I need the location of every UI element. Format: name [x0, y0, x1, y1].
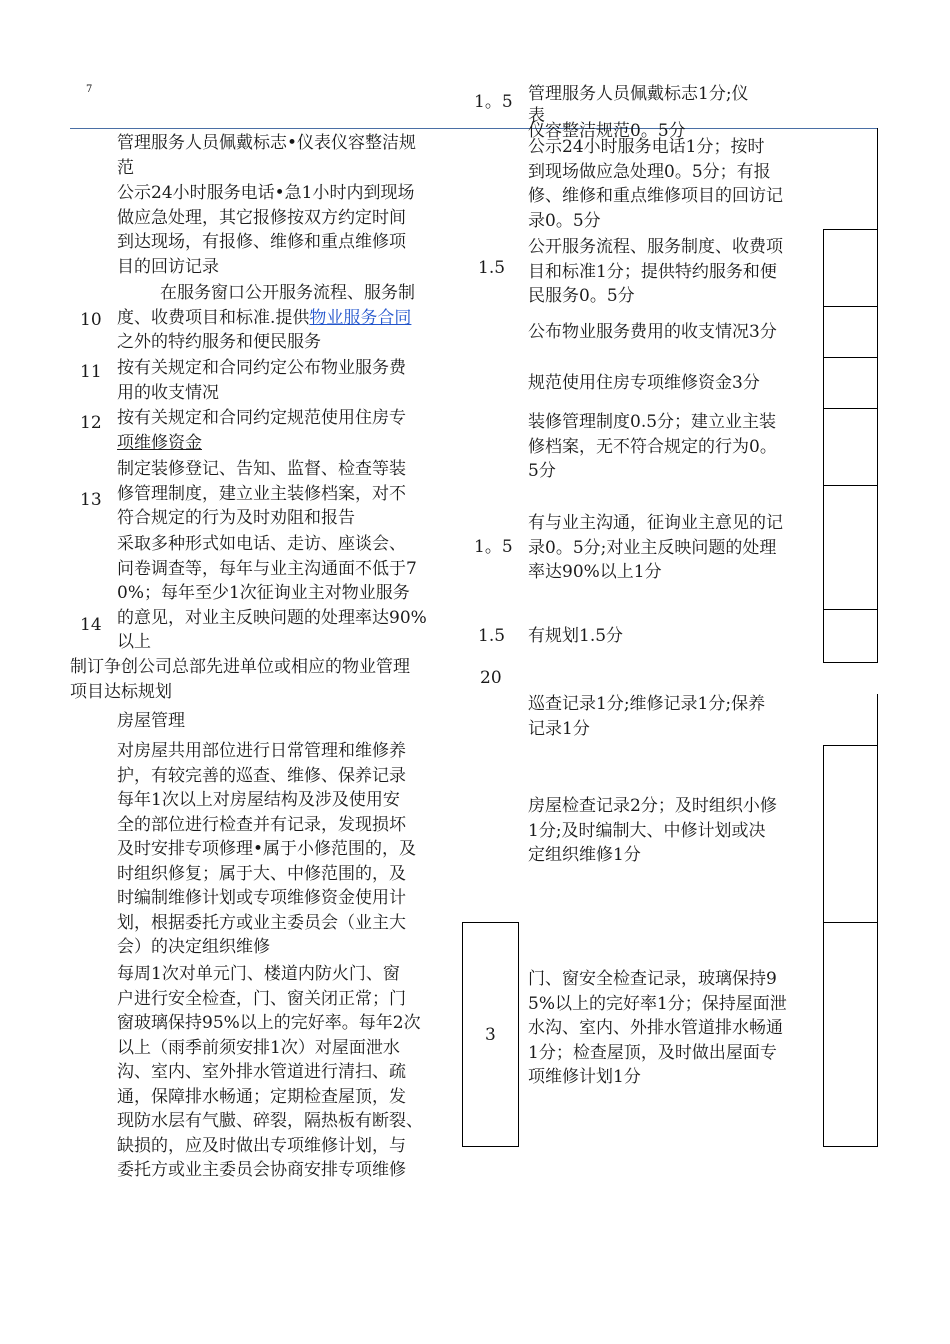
- criteria-fund: 规范使用住房专项维修资金3分: [528, 373, 760, 393]
- text-line: 制定装修登记、告知、监督、检查等装: [117, 459, 406, 479]
- text-line: 录0。5分;对业主反映问题的处理: [528, 537, 777, 558]
- item-number-11: 11: [80, 362, 102, 382]
- text-line: 及时安排专项修理•属于小修范围的，及: [117, 839, 417, 859]
- text-line: 项维修计划1分: [528, 1067, 641, 1087]
- score-process: 1.5: [478, 258, 506, 278]
- text-line: 在服务窗口公开服务流程、服务制: [160, 283, 415, 303]
- criteria-hotline: [528, 135, 783, 233]
- service-window-requirement: [117, 281, 415, 355]
- text-line: 时编制维修计划或专项维修资金使用计: [117, 888, 406, 908]
- score-communication: 1。5: [474, 537, 513, 557]
- text-line: 表: [528, 105, 545, 126]
- item-number-10: 10: [80, 310, 102, 330]
- criteria-staff-overlap: 仪容整洁规范0。5分: [528, 121, 686, 141]
- text-line: 按有关规定和合同约定规范使用住房专: [117, 408, 406, 428]
- criteria-renovation: [528, 410, 777, 484]
- house-management-heading: 房屋管理: [117, 711, 185, 731]
- text-line: 1分;及时编制大、中修计划或决: [528, 820, 766, 841]
- text-line: 有与业主沟通，征询业主意见的记: [528, 513, 783, 533]
- house-weekly-check: [117, 962, 423, 1183]
- grid-row-line: [823, 609, 878, 610]
- text-line: 以上（雨季前须安排1次）对屋面泄水: [117, 1037, 400, 1058]
- text-line: 水沟、室内、外排水管道排水畅通: [528, 1018, 783, 1038]
- text-line: 护，有较完善的巡查、维修、保养记录: [117, 765, 406, 786]
- maintenance-fund-link[interactable]: 项维修资金: [117, 432, 202, 453]
- text-line: 管理服务人员佩戴标志•仪表仪容整洁规: [117, 133, 417, 153]
- text-line: 门、窗安全检查记录，玻璃保持9: [528, 969, 777, 989]
- score-box-top: [462, 922, 519, 923]
- text-line: 管理服务人员佩戴标志1分;仪: [528, 84, 749, 104]
- text-line: 以上: [117, 632, 151, 652]
- text-line: 记录1分: [528, 718, 590, 739]
- hotline-requirement: [117, 181, 414, 279]
- grid-row-line: [823, 229, 878, 230]
- grid-inner-edge-upper: [823, 229, 824, 663]
- text-line: 时组织修复；属于大、中修范围的，及: [117, 863, 406, 884]
- text-line: 通，保障排水畅通；定期检查屋顶，发: [117, 1086, 406, 1107]
- text-line: 录0。5分: [528, 210, 601, 231]
- text-line: 目和标准1分；提供特约服务和便: [528, 261, 777, 282]
- text-line: 项目达标规划: [70, 681, 172, 702]
- text-line: 率达90%以上1分: [528, 562, 662, 582]
- text-line: 到现场做应急处理0。5分；有报: [528, 161, 771, 182]
- criteria-fees: 公布物业服务费用的收支情况3分: [528, 322, 777, 342]
- planning-requirement: [70, 655, 410, 704]
- text-line: 的意见，对业主反映问题的处理率达90%: [117, 607, 427, 628]
- score-box-right: [518, 922, 519, 1147]
- text-line: 修管理制度，建立业主装修档案，对不: [117, 483, 406, 504]
- criteria-patrol: [528, 692, 765, 741]
- item-number-13: 13: [80, 490, 102, 510]
- text-line: 按有关规定和合同约定公布物业服务费: [117, 358, 406, 378]
- staff-requirement: [117, 131, 416, 180]
- grid-row-line: [823, 485, 878, 486]
- grid-box-bottom: [823, 1146, 878, 1147]
- text-line: 做应急处理，其它报修按双方约定时间: [117, 207, 406, 228]
- text-line: 到达现场，有报修、维修和重点维修项: [117, 232, 406, 252]
- text-line: 公示24小时服务电话1分；按时: [528, 137, 765, 157]
- grid-row-line: [823, 357, 878, 358]
- text-line: 窗玻璃保持95%以上的完好率。每年2次: [117, 1013, 421, 1033]
- fee-disclosure-requirement: [117, 356, 406, 405]
- score-house-total: 20: [480, 668, 502, 688]
- item-number-14: 14: [80, 615, 102, 635]
- property-contract-link[interactable]: 物业服务合同: [309, 307, 412, 328]
- text-line: 定组织维修1分: [528, 845, 641, 865]
- text-line: 符合规定的行为及时劝阻和报告: [117, 508, 355, 528]
- grid-row-line: [823, 662, 878, 663]
- text-line: 用的收支情况: [117, 382, 219, 403]
- text-line: 巡查记录1分;维修记录1分;保养: [528, 694, 766, 714]
- text-line: 采取多种形式如电话、走访、座谈会、: [117, 534, 406, 554]
- text-line: 1分；检查屋顶，及时做出屋面专: [528, 1042, 777, 1063]
- text-line: 沟、室内、室外排水管道进行清扫、疏: [117, 1062, 406, 1082]
- text-line: 全的部位进行检查并有记录，发现损坏: [117, 814, 406, 835]
- text-span: 度、收费项目和标准.提供: [117, 307, 310, 328]
- text-line: 现防水层有气臌、碎裂，隔热板有断裂、: [117, 1111, 423, 1131]
- text-line: 修档案，无不符合规定的行为0。: [528, 436, 777, 457]
- grid-row-line: [823, 408, 878, 409]
- house-annual-inspection: [117, 788, 416, 960]
- text-line: 问卷调查等，每年与业主沟通面不低于7: [117, 558, 417, 579]
- text-line: [117, 306, 415, 331]
- text-line: 修、维修和重点维修项目的回访记: [528, 186, 783, 206]
- renovation-requirement: [117, 457, 406, 531]
- score-doors-windows: 3: [485, 1025, 496, 1045]
- text-line: 制订争创公司总部先进单位或相应的物业管理: [70, 657, 410, 677]
- score-staff: 1。5: [474, 92, 513, 112]
- text-line: 划，根据委托方或业主委员会（业主大: [117, 912, 406, 933]
- text-line: 5分: [528, 461, 556, 481]
- criteria-communication: [528, 511, 783, 585]
- grid-right-edge-upper: [877, 128, 878, 663]
- grid-right-edge-middle: [877, 694, 878, 922]
- grid-row-line: [823, 306, 878, 307]
- grid-box-right: [877, 922, 878, 1147]
- text-line: 装修管理制度0.5分；建立业主装: [528, 412, 777, 432]
- text-line: 每周1次对单元门、楼道内防火门、窗: [117, 964, 400, 984]
- communication-requirement: [117, 532, 427, 655]
- text-line: 公开服务流程、服务制度、收费项: [528, 237, 783, 257]
- criteria-plan: 有规划1.5分: [528, 626, 624, 646]
- text-line: 目的回访记录: [117, 256, 219, 277]
- text-line: 范: [117, 157, 134, 178]
- top-border-line: [70, 128, 878, 129]
- text-line: 房屋检查记录2分；及时组织小修: [528, 796, 777, 816]
- maintenance-fund-requirement: [117, 406, 406, 455]
- criteria-inspection: [528, 794, 777, 868]
- score-plan: 1.5: [478, 626, 506, 646]
- score-box-bottom: [462, 1146, 519, 1147]
- page-marker: 7: [86, 84, 93, 95]
- criteria-doors-windows: [528, 967, 787, 1090]
- text-line: 每年1次以上对房屋结构及涉及使用安: [117, 790, 400, 810]
- text-line: 户进行安全检查，门、窗关闭正常；门: [117, 988, 406, 1009]
- criteria-staff: [528, 82, 749, 125]
- text-line: 0%；每年至少1次征询业主对物业服务: [117, 583, 410, 603]
- grid-box-left: [823, 922, 824, 1147]
- grid-box-top: [823, 922, 878, 923]
- text-line: 对房屋共用部位进行日常管理和维修养: [117, 741, 406, 761]
- text-line: 5%以上的完好率1分；保持屋面泄: [528, 993, 787, 1014]
- grid-row-line: [823, 745, 878, 746]
- text-line: 会）的决定组织维修: [117, 937, 270, 957]
- grid-inner-edge-middle: [823, 745, 824, 922]
- text-line: 缺损的，应及时做出专项维修计划，与: [117, 1135, 406, 1156]
- criteria-process: [528, 235, 783, 309]
- score-box-left: [462, 922, 463, 1147]
- text-line: 委托方或业主委员会协商安排专项维修: [117, 1160, 406, 1180]
- item-number-12: 12: [80, 413, 102, 433]
- house-daily-maintenance: [117, 739, 406, 788]
- text-line: 公示24小时服务电话•急1小时内到现场: [117, 183, 415, 203]
- text-line: 之外的特约服务和便民服务: [117, 332, 321, 352]
- text-line: 民服务0。5分: [528, 286, 635, 306]
